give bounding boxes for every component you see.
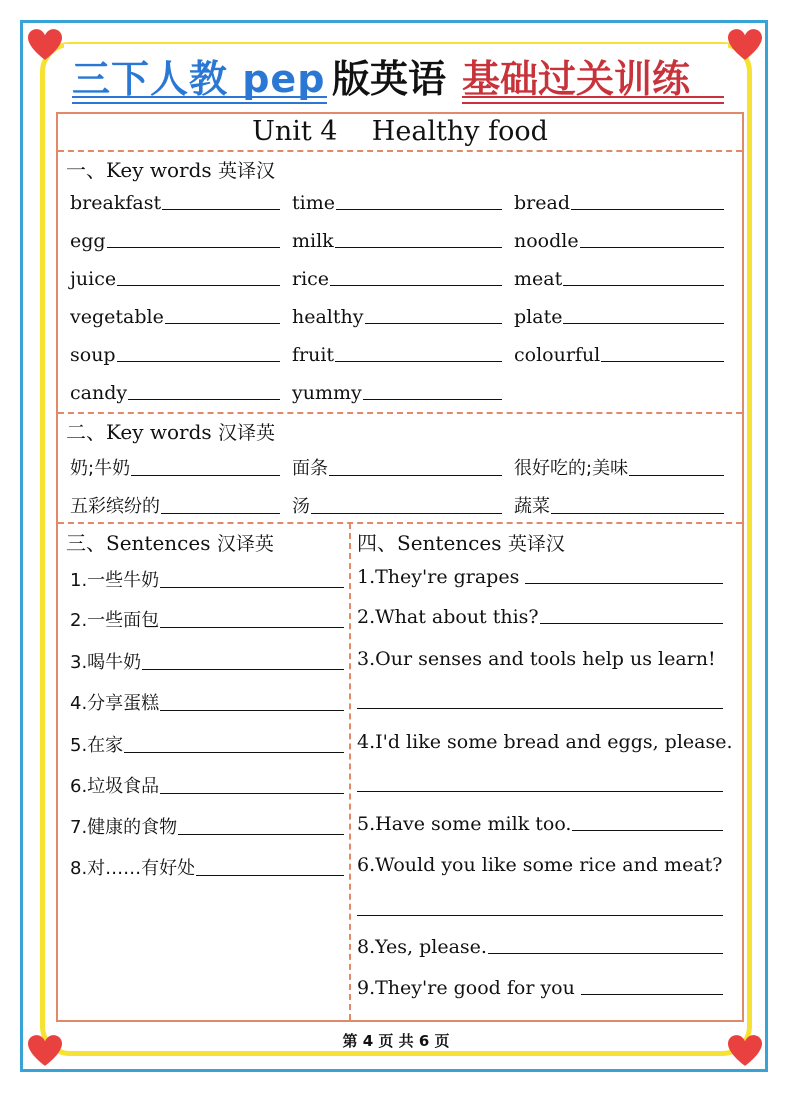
divider <box>58 522 742 524</box>
sentence-item[interactable]: 8.Yes, please. <box>357 936 723 958</box>
vocab-item[interactable]: egg <box>70 230 280 252</box>
vocab-item[interactable]: 蔬菜 <box>514 492 724 518</box>
column-divider <box>349 523 351 1020</box>
vocab-item[interactable]: soup <box>70 344 280 366</box>
sentence-item[interactable]: 2.What about this? <box>357 606 723 628</box>
sentence-item[interactable]: 7.健康的食物 <box>70 813 344 839</box>
vocab-item[interactable]: 汤 <box>292 492 502 518</box>
vocab-item[interactable]: vegetable <box>70 306 280 328</box>
sentence-item[interactable]: 1.They're grapes <box>357 566 723 588</box>
vocab-item[interactable]: noodle <box>514 230 724 252</box>
vocab-item[interactable]: yummy <box>292 382 502 404</box>
sentence-item[interactable]: 6.垃圾食品 <box>70 772 344 798</box>
title-underline-blue <box>72 96 327 104</box>
vocab-item[interactable]: rice <box>292 268 502 290</box>
vocab-item[interactable]: plate <box>514 306 724 328</box>
vocab-item[interactable]: juice <box>70 268 280 290</box>
title-underline-red <box>462 96 724 104</box>
answer-line[interactable] <box>357 791 723 792</box>
divider <box>58 412 742 414</box>
vocab-item[interactable]: milk <box>292 230 502 252</box>
sentence-item[interactable]: 8.对……有好处 <box>70 854 344 880</box>
section2-heading: 二、Key words 汉译英 <box>66 420 276 444</box>
sentence-item[interactable]: 2.一些面包 <box>70 606 344 632</box>
sentence-item[interactable]: 3.喝牛奶 <box>70 648 344 674</box>
vocab-item[interactable]: breakfast <box>70 192 280 214</box>
sentence-item: 3.Our senses and tools help us learn! <box>357 648 716 670</box>
vocab-item[interactable]: 奶;牛奶 <box>70 454 280 480</box>
section4-heading: 四、Sentences 英译汉 <box>357 531 565 555</box>
heart-icon <box>728 28 762 62</box>
vocab-item[interactable]: 很好吃的;美味 <box>514 454 724 480</box>
title-subject: 版英语 <box>332 57 447 101</box>
answer-line[interactable] <box>357 708 723 709</box>
vocab-item[interactable]: 五彩缤纷的 <box>70 492 280 518</box>
divider <box>58 150 742 152</box>
sentence-item: 4.I'd like some bread and eggs, please. <box>357 731 733 753</box>
vocab-item[interactable]: fruit <box>292 344 502 366</box>
answer-line[interactable] <box>357 915 723 916</box>
unit-title: Unit 4 Healthy food <box>252 116 548 147</box>
vocab-item[interactable]: bread <box>514 192 724 214</box>
title-grade: 三下人教 pep <box>72 57 326 101</box>
vocab-item[interactable]: healthy <box>292 306 502 328</box>
vocab-item[interactable]: time <box>292 192 502 214</box>
heart-icon <box>28 28 62 62</box>
vocab-item[interactable]: candy <box>70 382 280 404</box>
sentence-item[interactable]: 5.在家 <box>70 731 344 757</box>
sentence-item[interactable]: 1.一些牛奶 <box>70 566 344 592</box>
sentence-item[interactable]: 5.Have some milk too. <box>357 813 723 835</box>
sentence-item[interactable]: 9.They're good for you <box>357 977 723 999</box>
page-number: 第 4 页 共 6 页 <box>342 1032 450 1050</box>
sentence-item: 6.Would you like some rice and meat? <box>357 854 723 876</box>
title-training: 基础过关训练 <box>462 57 691 101</box>
vocab-item[interactable]: 面条 <box>292 454 502 480</box>
vocab-item[interactable]: colourful <box>514 344 724 366</box>
section1-heading: 一、Key words 英译汉 <box>66 158 276 182</box>
section3-heading: 三、Sentences 汉译英 <box>66 531 274 555</box>
vocab-item[interactable]: meat <box>514 268 724 290</box>
sentence-item[interactable]: 4.分享蛋糕 <box>70 689 344 715</box>
